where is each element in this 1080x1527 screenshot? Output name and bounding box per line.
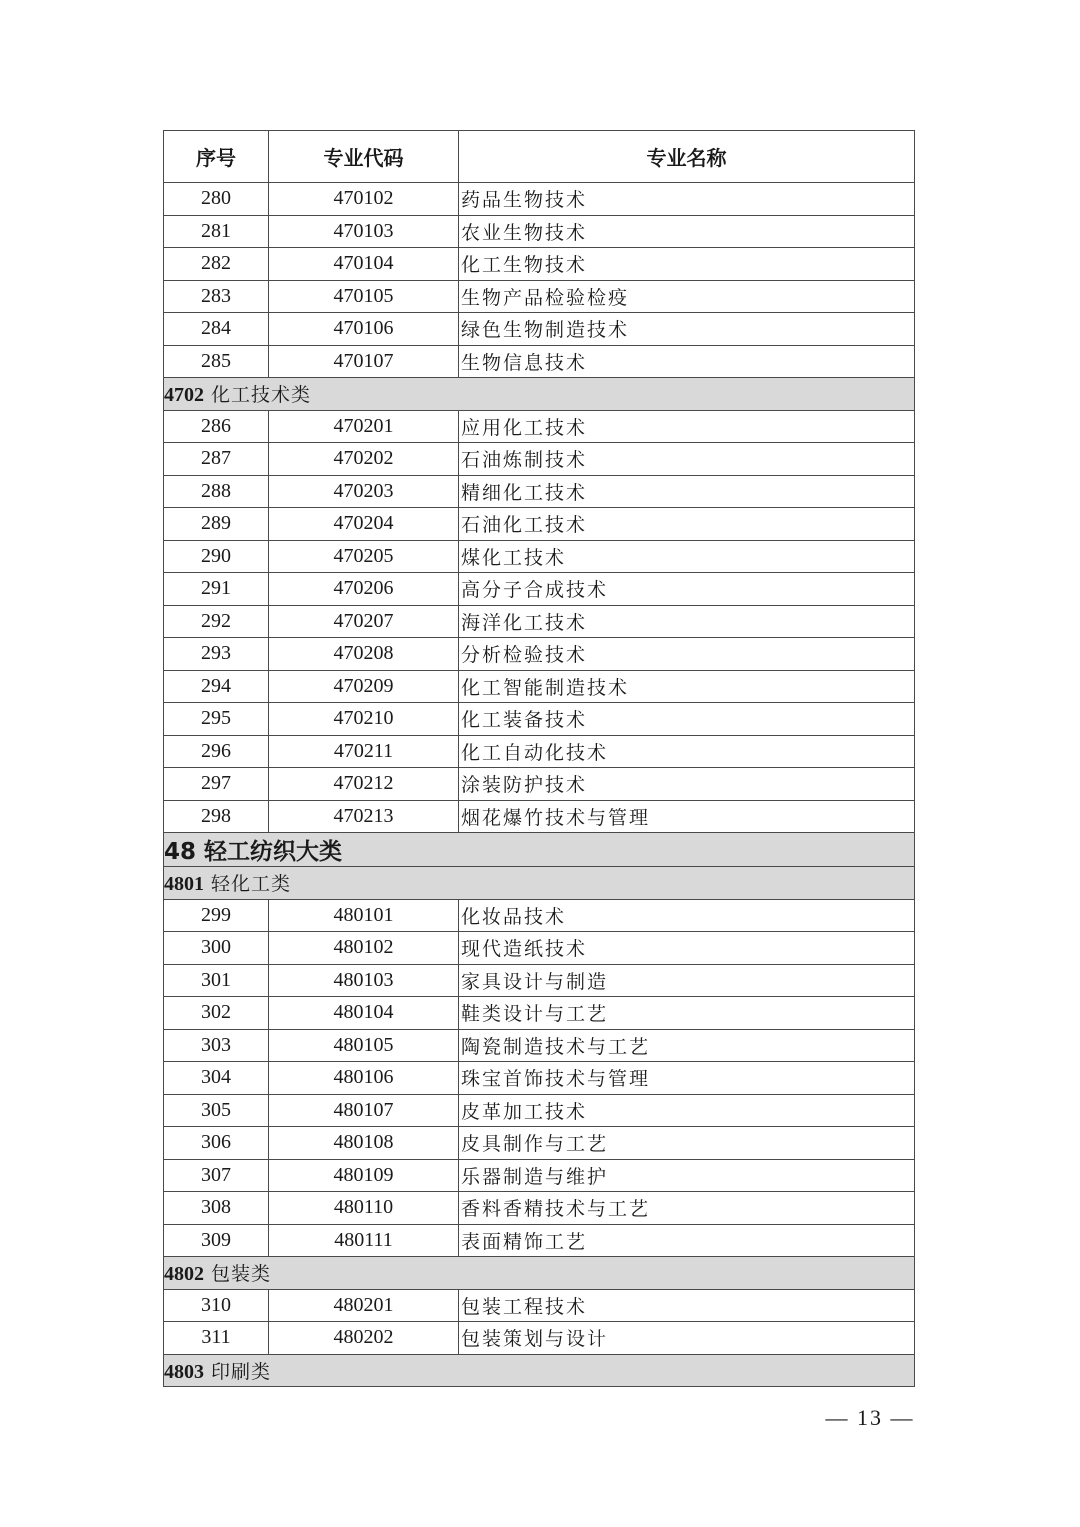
major-name-cell: 现代造纸技术 [459,932,915,965]
table-row [164,183,915,216]
serial-number-cell: 307 [164,1159,269,1192]
major-name-cell: 乐器制造与维护 [459,1159,915,1192]
major-name-cell: 化工装备技术 [459,703,915,736]
major-code-cell: 470207 [269,605,459,638]
category-label: 化工技术类 [211,384,312,407]
major-name-cell: 应用化工技术 [459,410,915,443]
major-code-cell: 480106 [269,1062,459,1095]
majors-table [163,130,915,1387]
major-code-cell: 470208 [269,638,459,671]
major-name-cell: 烟花爆竹技术与管理 [459,800,915,833]
header-major-code: 专业代码 [269,131,459,183]
major-code-cell: 470102 [269,183,459,216]
serial-number-cell: 305 [164,1094,269,1127]
serial-number-cell: 288 [164,475,269,508]
serial-number-cell: 282 [164,248,269,281]
table-row [164,1322,915,1355]
serial-number-cell: 281 [164,215,269,248]
major-name-cell: 陶瓷制造技术与工艺 [459,1029,915,1062]
serial-number-cell: 280 [164,183,269,216]
major-code-cell: 470203 [269,475,459,508]
major-code-cell: 480108 [269,1127,459,1160]
major-code-cell: 480202 [269,1322,459,1355]
table-row [164,313,915,346]
major-code-cell: 480104 [269,997,459,1030]
serial-number-cell: 290 [164,540,269,573]
category-label: 包装类 [211,1263,272,1286]
table-row [164,1159,915,1192]
table-row [164,703,915,736]
serial-number-cell: 306 [164,1127,269,1160]
major-name-cell: 涂装防护技术 [459,768,915,801]
serial-number-cell: 309 [164,1224,269,1257]
category-code: 4802 [164,1263,204,1286]
major-name-cell: 家具设计与制造 [459,964,915,997]
table-row [164,1224,915,1257]
serial-number-cell: 294 [164,670,269,703]
serial-number-cell: 311 [164,1322,269,1355]
table-row [164,800,915,833]
category-cell [164,378,915,411]
major-code-cell: 470205 [269,540,459,573]
table-row [164,638,915,671]
major-name-cell: 农业生物技术 [459,215,915,248]
major-code-cell: 480107 [269,1094,459,1127]
table-row [164,443,915,476]
major-name-cell: 皮革加工技术 [459,1094,915,1127]
major-code-cell: 480102 [269,932,459,965]
serial-number-cell: 298 [164,800,269,833]
major-name-cell: 香料香精技术与工艺 [459,1192,915,1225]
major-code-cell: 470104 [269,248,459,281]
major-code-cell: 470107 [269,345,459,378]
category-code: 4702 [164,384,204,407]
major-code-cell: 470202 [269,443,459,476]
major-code-cell: 480110 [269,1192,459,1225]
major-code-cell: 480109 [269,1159,459,1192]
major-name-cell: 表面精饰工艺 [459,1224,915,1257]
major-name-cell: 石油炼制技术 [459,443,915,476]
table-row [164,932,915,965]
serial-number-cell: 296 [164,735,269,768]
table-row [164,899,915,932]
major-name-cell: 化妆品技术 [459,899,915,932]
table-row [164,1192,915,1225]
category-row [164,378,915,411]
major-code-cell: 470211 [269,735,459,768]
serial-number-cell: 304 [164,1062,269,1095]
category-cell [164,1354,915,1387]
serial-number-cell: 293 [164,638,269,671]
major-name-cell: 海洋化工技术 [459,605,915,638]
table-row [164,540,915,573]
major-name-cell: 分析检验技术 [459,638,915,671]
major-category-row [164,833,915,867]
table-row [164,964,915,997]
major-name-cell: 化工智能制造技术 [459,670,915,703]
major-name-cell: 包装策划与设计 [459,1322,915,1355]
table-row [164,1029,915,1062]
header-serial-number: 序号 [164,131,269,183]
major-name-cell: 包装工程技术 [459,1289,915,1322]
major-code-cell: 480201 [269,1289,459,1322]
serial-number-cell: 285 [164,345,269,378]
serial-number-cell: 289 [164,508,269,541]
serial-number-cell: 287 [164,443,269,476]
major-code-cell: 470209 [269,670,459,703]
table-header-row [164,131,915,183]
major-code-cell: 470213 [269,800,459,833]
major-name-cell: 绿色生物制造技术 [459,313,915,346]
serial-number-cell: 303 [164,1029,269,1062]
major-name-cell: 煤化工技术 [459,540,915,573]
major-code-cell: 470105 [269,280,459,313]
table-row [164,1289,915,1322]
major-code-cell: 470106 [269,313,459,346]
major-code-cell: 480105 [269,1029,459,1062]
major-name-cell: 生物信息技术 [459,345,915,378]
table-body [164,183,915,1387]
major-code-cell: 480111 [269,1224,459,1257]
table-row [164,345,915,378]
serial-number-cell: 302 [164,997,269,1030]
serial-number-cell: 295 [164,703,269,736]
major-code-cell: 470204 [269,508,459,541]
major-name-cell: 生物产品检验检疫 [459,280,915,313]
table-row [164,215,915,248]
major-name-cell: 鞋类设计与工艺 [459,997,915,1030]
table-row [164,1062,915,1095]
major-name-cell: 精细化工技术 [459,475,915,508]
serial-number-cell: 301 [164,964,269,997]
serial-number-cell: 286 [164,410,269,443]
major-name-cell: 珠宝首饰技术与管理 [459,1062,915,1095]
serial-number-cell: 308 [164,1192,269,1225]
serial-number-cell: 292 [164,605,269,638]
major-code-cell: 480101 [269,899,459,932]
major-code-cell: 470210 [269,703,459,736]
major-name-cell: 石油化工技术 [459,508,915,541]
table-row [164,573,915,606]
page-number: — 13 — [825,1405,915,1430]
table-row [164,280,915,313]
category-cell [164,1257,915,1290]
table-row [164,735,915,768]
serial-number-cell: 297 [164,768,269,801]
table-row [164,670,915,703]
header-major-name: 专业名称 [459,131,915,183]
table-row [164,1127,915,1160]
major-code-cell: 470201 [269,410,459,443]
category-code: 4803 [164,1360,204,1383]
serial-number-cell: 291 [164,573,269,606]
major-category-cell: 48 轻工纺织大类 [164,833,915,867]
serial-number-cell: 284 [164,313,269,346]
category-row [164,1354,915,1387]
table-row [164,508,915,541]
category-cell [164,867,915,900]
category-row [164,867,915,900]
table-row [164,1094,915,1127]
major-code-cell: 480103 [269,964,459,997]
category-row [164,1257,915,1290]
category-label: 轻化工类 [211,873,292,896]
table-row [164,248,915,281]
major-code-cell: 470206 [269,573,459,606]
major-name-cell: 皮具制作与工艺 [459,1127,915,1160]
serial-number-cell: 283 [164,280,269,313]
serial-number-cell: 299 [164,899,269,932]
table-row [164,997,915,1030]
table-row [164,410,915,443]
major-code-cell: 470212 [269,768,459,801]
table-row [164,475,915,508]
serial-number-cell: 300 [164,932,269,965]
table-row [164,605,915,638]
category-label: 印刷类 [211,1360,272,1383]
major-name-cell: 化工生物技术 [459,248,915,281]
major-name-cell: 高分子合成技术 [459,573,915,606]
serial-number-cell: 310 [164,1289,269,1322]
table-row [164,768,915,801]
major-code-cell: 470103 [269,215,459,248]
category-code: 4801 [164,873,204,896]
major-name-cell: 化工自动化技术 [459,735,915,768]
major-name-cell: 药品生物技术 [459,183,915,216]
